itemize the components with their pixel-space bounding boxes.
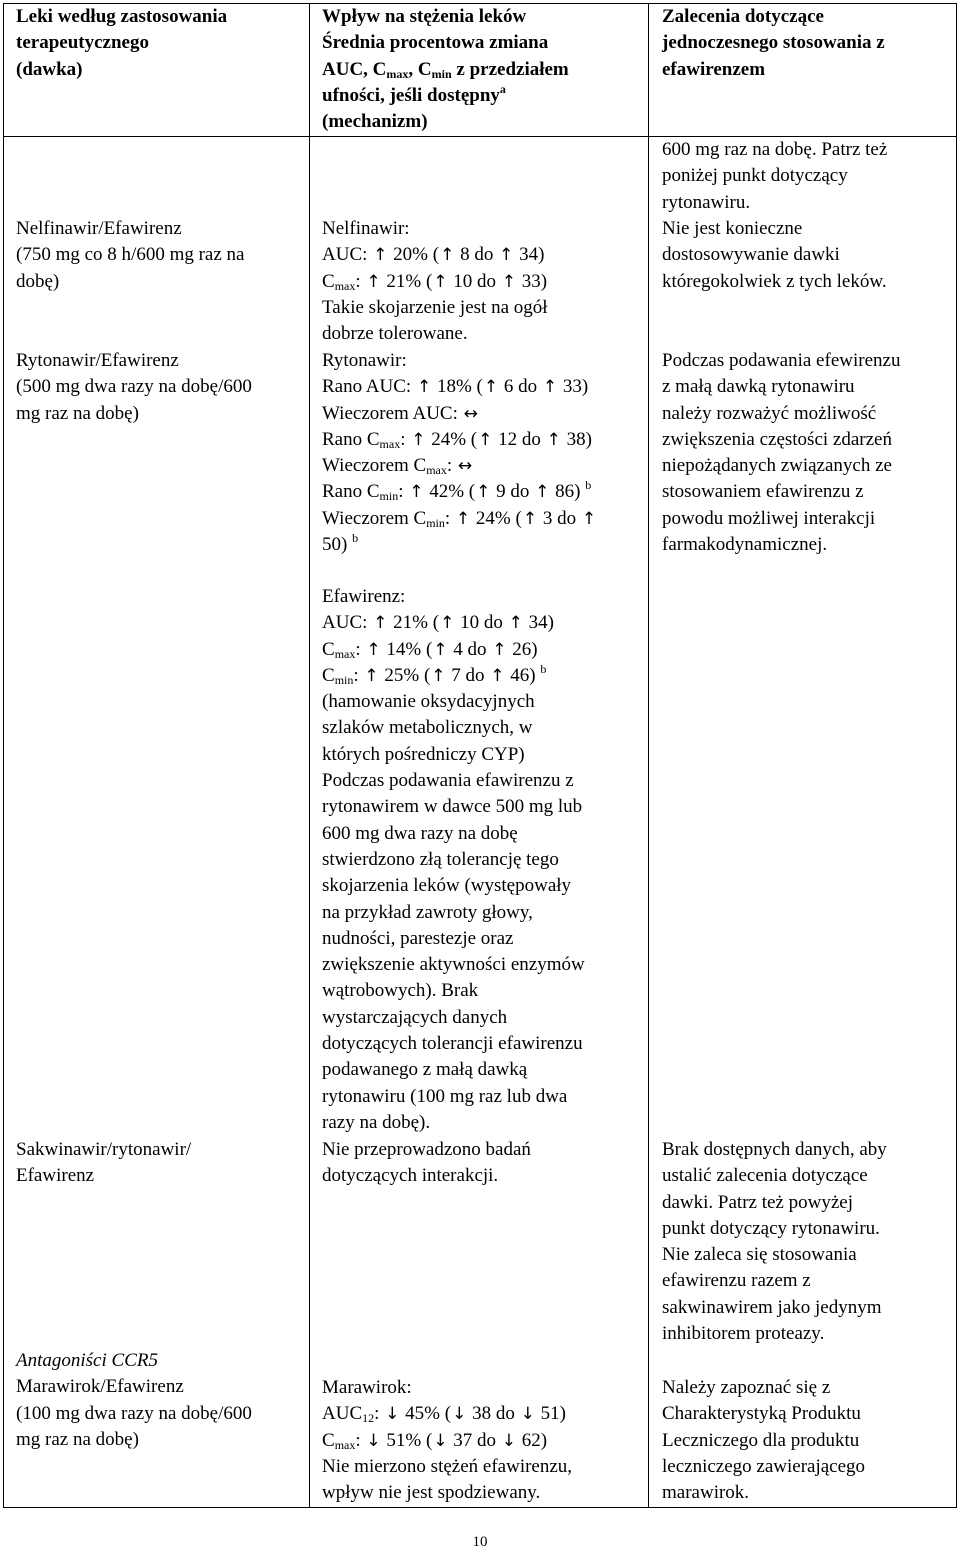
recommendation-rytonawir: Podczas podawania efewirenzu z małą dawką rytonawiru należy rozważyć możliwość zwiększenia częstości zdarzeń niepożądanych związanych ze stosowaniem efawirenzu z powodu możliwej interakcji farmakodynamicznej. bbox=[662, 350, 901, 556]
up-arrow-icon: ↑ bbox=[581, 508, 597, 529]
down-arrow-icon: ↓ bbox=[501, 1430, 517, 1451]
up-arrow-icon: ↑ bbox=[522, 508, 538, 529]
page-number: 10 bbox=[472, 1534, 488, 1550]
up-arrow-icon: ↑ bbox=[508, 613, 523, 634]
up-arrow-icon: ↑ bbox=[411, 429, 426, 450]
down-arrow-icon: ↓ bbox=[433, 1430, 448, 1451]
up-arrow-icon: ↑ bbox=[431, 665, 446, 686]
down-arrow-icon: ↓ bbox=[366, 1430, 381, 1451]
down-arrow-icon: ↓ bbox=[452, 1404, 467, 1425]
up-arrow-icon: ↑ bbox=[366, 639, 381, 660]
up-arrow-icon: ↑ bbox=[366, 271, 381, 292]
column-divider bbox=[648, 4, 649, 1507]
effect-marawirok: Marawirok: AUC12: ↓ 45% (↓ 38 do ↓ 51) Cmax: ↓ 51% (↓ 37 do ↓ 62) Nie mierzono stężeń efawirenzu, wpływ nie jest spodziewany. bbox=[322, 1377, 573, 1504]
up-arrow-icon: ↑ bbox=[440, 245, 455, 266]
no-change-arrow-icon: ↔ bbox=[463, 403, 478, 424]
up-arrow-icon: ↑ bbox=[433, 639, 448, 660]
down-arrow-icon: ↓ bbox=[385, 1404, 400, 1425]
up-arrow-icon: ↑ bbox=[440, 613, 455, 634]
up-arrow-icon: ↑ bbox=[373, 613, 388, 634]
up-arrow-icon: ↑ bbox=[542, 377, 558, 398]
up-arrow-icon: ↑ bbox=[409, 482, 424, 503]
up-arrow-icon: ↑ bbox=[546, 429, 561, 450]
effect-nelfinawir: Nelfinawir: AUC: ↑ 20% (↑ 8 do ↑ 34) Cmax: ↑ 21% (↑ 10 do ↑ 33) Takie skojarzenie jest na ogół dobrze tolerowane. bbox=[322, 218, 548, 345]
recommendation-continuation: 600 mg raz na dobę. Patrz też poniżej punkt dotyczący rytonawiru. bbox=[662, 139, 888, 213]
up-arrow-icon: ↑ bbox=[490, 665, 505, 686]
up-arrow-icon: ↑ bbox=[492, 639, 507, 660]
up-arrow-icon: ↑ bbox=[433, 271, 448, 292]
up-arrow-icon: ↑ bbox=[455, 508, 471, 529]
up-arrow-icon: ↑ bbox=[499, 245, 514, 266]
drug-rytonawir: Rytonawir/Efawirenz (500 mg dwa razy na dobę/600 mg raz na dobę) bbox=[16, 350, 252, 424]
no-change-arrow-icon: ↔ bbox=[457, 456, 473, 477]
up-arrow-icon: ↑ bbox=[476, 482, 491, 503]
down-arrow-icon: ↓ bbox=[520, 1404, 535, 1425]
up-arrow-icon: ↑ bbox=[535, 482, 550, 503]
header-col1: Leki według zastosowania terapeutycznego (dawka) bbox=[16, 6, 228, 80]
column-divider bbox=[309, 4, 310, 1507]
up-arrow-icon: ↑ bbox=[364, 665, 379, 686]
effect-rytonawir: Rytonawir: Rano AUC: ↑ 18% (↑ 6 do ↑ 33) Wieczorem AUC: ↔ Rano Cmax: ↑ 24% (↑ 12 do ↑ 38) Wieczorem Cmax: ↔ Rano Cmin: ↑ 42% (↑ 9 do ↑ 86) $^b$ Wieczorem Cmin: ↑ 24% (↑ 3 do ↑ 50) $^b$ bbox=[322, 350, 597, 556]
recommendation-nelfinawir: Nie jest konieczne dostosowywanie dawki któregokolwiek z tych leków. bbox=[662, 218, 887, 292]
recommendation-marawirok: Należy zapoznać się z Charakterystyką Produktu Leczniczego dla produktu leczniczego zawierającego marawirok. bbox=[662, 1377, 866, 1504]
up-arrow-icon: ↑ bbox=[478, 429, 493, 450]
up-arrow-icon: ↑ bbox=[483, 377, 499, 398]
up-arrow-icon: ↑ bbox=[416, 377, 432, 398]
up-arrow-icon: ↑ bbox=[373, 245, 388, 266]
effect-efawirenz: Efawirenz: AUC: ↑ 21% (↑ 10 do ↑ 34) Cmax: ↑ 14% (↑ 4 do ↑ 26) Cmin: ↑ 25% (↑ 7 do ↑ 46) $^b$ (hamowanie oksydacyjnych szlaków metabolicznych, w których pośredniczy CYP) Podczas podawania efawirenzu z rytonawirem w dawce 500 mg lub 600 mg dwa razy na dobę stwierdzono złą tolerancję tego skojarzenia leków (występowały na przykład zawroty głowy, nudności, parestezje oraz zwiększenie aktywności enzymów wątrobowych). Brak wystarczających danych dotyczących tolerancji efawirenzu podawanego z małą dawką rytonawiru (100 mg raz lub dwa razy na dobę). bbox=[322, 586, 585, 1133]
header-col3: Zalecenia dotyczące jednoczesnego stosowania z efawirenzem bbox=[662, 6, 885, 80]
drug-nelfinawir: Nelfinawir/Efawirenz (750 mg co 8 h/600 mg raz na dobę) bbox=[16, 218, 245, 292]
drug-marawirok: Antagoniści CCR5 Marawirok/Efawirenz (100 mg dwa razy na dobę/600 mg raz na dobę) bbox=[16, 1350, 252, 1450]
drug-sakwinawir: Sakwinawir/rytonawir/ Efawirenz bbox=[16, 1139, 192, 1187]
header-col2: Wpływ na stężenia leków Średnia procentowa zmiana AUC, Cmax, Cmin z przedziałem ufności, jeśli dostępny$^a$ (mechanizm) bbox=[322, 6, 569, 133]
drug-class-label: Antagoniści CCR5 bbox=[16, 1350, 158, 1371]
up-arrow-icon: ↑ bbox=[501, 271, 517, 292]
effect-sakwinawir: Nie przeprowadzono badań dotyczących interakcji. bbox=[322, 1139, 531, 1187]
recommendation-sakwinawir: Brak dostępnych danych, aby ustalić zalecenia dotyczące dawki. Patrz też powyżej punkt dotyczący rytonawiru. Nie zaleca się stosowania efawirenzu razem z sakwinawirem jako jedynym inhibitorem proteazy. bbox=[662, 1139, 887, 1345]
